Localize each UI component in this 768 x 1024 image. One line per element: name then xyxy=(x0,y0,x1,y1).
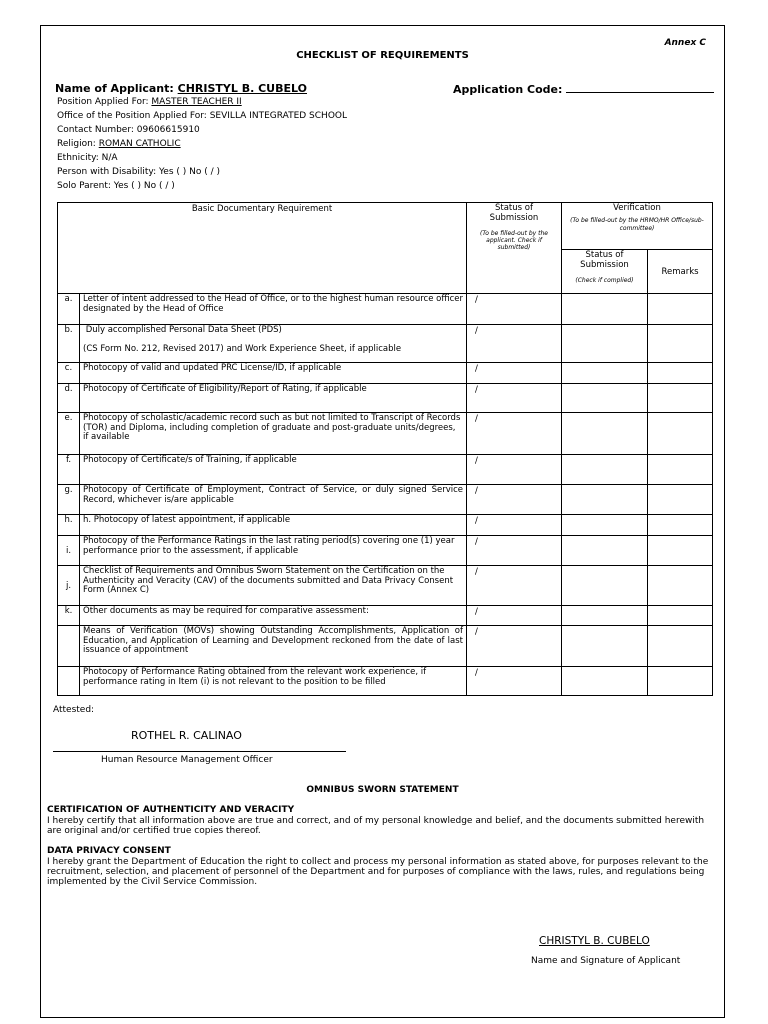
omnibus-title: OMNIBUS SWORN STATEMENT xyxy=(306,785,459,795)
header-basic-requirement: Basic Documentary Requirement xyxy=(58,203,467,294)
row-letter: k. xyxy=(58,606,80,626)
row-status-mark[interactable]: / xyxy=(467,363,562,384)
row-remarks[interactable] xyxy=(648,566,713,606)
document-frame xyxy=(40,25,725,1018)
row-verification-status[interactable] xyxy=(562,455,648,485)
row-remarks[interactable] xyxy=(648,626,713,667)
header-verification xyxy=(562,203,713,250)
row-status-mark[interactable]: / xyxy=(467,384,562,413)
solo-parent-row: Solo Parent: Yes ( ) No ( / ) xyxy=(57,181,175,191)
row-letter xyxy=(58,626,80,667)
table-row xyxy=(58,606,713,626)
row-letter: f. xyxy=(58,455,80,485)
header-status-submission xyxy=(467,203,562,294)
row-verification-status[interactable] xyxy=(562,536,648,566)
table-row xyxy=(58,626,713,667)
application-code-row xyxy=(453,82,714,96)
applicant-name-row xyxy=(55,82,307,95)
row-verification-status[interactable] xyxy=(562,626,648,667)
row-status-mark[interactable]: / xyxy=(467,667,562,696)
row-letter: g. xyxy=(58,485,80,515)
row-letter: j. xyxy=(58,566,80,606)
row-remarks[interactable] xyxy=(648,294,713,325)
application-code-label: Application Code: xyxy=(453,83,563,96)
row-status-mark[interactable]: / xyxy=(467,325,562,363)
row-letter: d. xyxy=(58,384,80,413)
row-remarks[interactable] xyxy=(648,413,713,455)
row-status-mark[interactable]: / xyxy=(467,515,562,536)
row-requirement: Letter of intent addressed to the Head of Office, or to the highest human resource officer designated by the Head of Office xyxy=(80,294,467,325)
row-requirement: Photocopy of Certificate of Employment, Contract of Service, or duly signed Service Record, whichever is/are applicable xyxy=(80,485,467,515)
position-row xyxy=(57,97,242,107)
row-requirement: Photocopy of valid and updated PRC License/ID, if applicable xyxy=(80,363,467,384)
row-status-mark[interactable]: / xyxy=(467,566,562,606)
row-verification-status[interactable] xyxy=(562,363,648,384)
row-remarks[interactable] xyxy=(648,325,713,363)
row-requirement: Checklist of Requirements and Omnibus Sworn Statement on the Certification on the Authenticity and Veracity (CAV) of the documents submitted and Data Privacy Consent Form (Annex C) xyxy=(80,566,467,606)
row-verification-status[interactable] xyxy=(562,566,648,606)
row-requirement: Other documents as may be required for comparative assessment: xyxy=(80,606,467,626)
requirements-table xyxy=(57,202,713,696)
row-verification-status[interactable] xyxy=(562,606,648,626)
applicant-signature-name: CHRISTYL B. CUBELO xyxy=(539,935,650,947)
contact-value: 09606615910 xyxy=(136,125,200,135)
row-requirement: Photocopy of Performance Rating obtained from the relevant work experience, if performance rating in Item (i) is not relevant to the position to be filled xyxy=(80,667,467,696)
row-status-mark[interactable]: / xyxy=(467,606,562,626)
row-status-mark[interactable]: / xyxy=(467,536,562,566)
row-letter xyxy=(58,667,80,696)
row-verification-status[interactable] xyxy=(562,294,648,325)
table-row xyxy=(58,325,713,363)
row-remarks[interactable] xyxy=(648,515,713,536)
row-verification-status[interactable] xyxy=(562,667,648,696)
row-verification-status[interactable] xyxy=(562,515,648,536)
religion-row xyxy=(57,139,181,149)
table-row xyxy=(58,515,713,536)
row-letter: c. xyxy=(58,363,80,384)
subheader-status-label: Status of Submission xyxy=(580,250,629,270)
header-verification-note: (To be filled-out by the HRMO/HR Office/sub-committee) xyxy=(570,217,704,232)
table-row xyxy=(58,363,713,384)
annex-label: Annex C xyxy=(664,38,706,48)
religion-label: Religion: xyxy=(57,139,96,149)
row-verification-status[interactable] xyxy=(562,384,648,413)
row-remarks[interactable] xyxy=(648,455,713,485)
office-value: SEVILLA INTEGRATED SCHOOL xyxy=(209,111,347,121)
table-row xyxy=(58,667,713,696)
row-letter: h. xyxy=(58,515,80,536)
contact-label: Contact Number: xyxy=(57,125,134,135)
row-requirement-line1: Duly accomplished Personal Data Sheet (PDS) xyxy=(83,325,282,335)
row-requirement: Photocopy of the Performance Ratings in the last rating period(s) covering one (1) year performance prior to the assessment, if applicable xyxy=(80,536,467,566)
table-row xyxy=(58,294,713,325)
applicant-name-value: CHRISTYL B. CUBELO xyxy=(177,82,307,95)
contact-row xyxy=(57,125,200,135)
row-remarks[interactable] xyxy=(648,363,713,384)
table-row xyxy=(58,455,713,485)
row-verification-status[interactable] xyxy=(562,325,648,363)
row-remarks[interactable] xyxy=(648,485,713,515)
ethnicity-row: Ethnicity: N/A xyxy=(57,153,118,163)
row-letter: e. xyxy=(58,413,80,455)
row-status-mark[interactable]: / xyxy=(467,626,562,667)
row-requirement xyxy=(80,325,467,363)
row-status-mark[interactable]: / xyxy=(467,294,562,325)
position-label: Position Applied For: xyxy=(57,97,149,107)
row-status-mark[interactable]: / xyxy=(467,455,562,485)
table-row xyxy=(58,485,713,515)
hrmo-title: Human Resource Management Officer xyxy=(101,755,273,765)
row-letter: a. xyxy=(58,294,80,325)
table-row xyxy=(58,566,713,606)
office-label: Office of the Position Applied For: xyxy=(57,111,207,121)
row-requirement: h. Photocopy of latest appointment, if applicable xyxy=(80,515,467,536)
privacy-heading: DATA PRIVACY CONSENT xyxy=(47,846,171,856)
application-code-field[interactable] xyxy=(566,82,714,93)
row-remarks[interactable] xyxy=(648,606,713,626)
subheader-status-submission xyxy=(562,250,648,294)
privacy-text: I hereby grant the Department of Education the right to collect and process my personal information as stated above, for purposes relevant to the recruitment, selection, and placement of personnel of the Department and for purposes of compliance with the laws, rules, and regulations being implemented by the Civil Service Commission. xyxy=(47,857,709,887)
header-status-label: Status of Submission xyxy=(489,203,539,223)
row-requirement: Means of Verification (MOVs) showing Outstanding Accomplishments, Application of Education, and Application of Learning and Development reckoned from the date of last issuance of appointment xyxy=(80,626,467,667)
hrmo-name: ROTHEL R. CALINAO xyxy=(131,729,242,742)
subheader-remarks: Remarks xyxy=(648,250,713,294)
office-row xyxy=(57,111,347,121)
row-requirement-line2: (CS Form No. 212, Revised 2017) and Work Experience Sheet, if applicable xyxy=(83,343,402,354)
table-row xyxy=(58,536,713,566)
row-remarks[interactable] xyxy=(648,667,713,696)
disability-row: Person with Disability: Yes ( ) No ( / ) xyxy=(57,167,221,177)
table-row xyxy=(58,413,713,455)
row-status-mark[interactable]: / xyxy=(467,485,562,515)
attested-label: Attested: xyxy=(53,705,95,715)
row-requirement: Photocopy of Certificate/s of Training, if applicable xyxy=(80,455,467,485)
hrmo-signature-line xyxy=(53,751,346,752)
religion-value: ROMAN CATHOLIC xyxy=(98,139,181,149)
applicant-signature-label: Name and Signature of Applicant xyxy=(531,956,681,966)
row-status-mark[interactable]: / xyxy=(467,413,562,455)
row-remarks[interactable] xyxy=(648,536,713,566)
row-verification-status[interactable] xyxy=(562,413,648,455)
certification-text: I hereby certify that all information above are true and correct, and of my personal knowledge and belief, and the documents submitted herewith are original and/or certified true copies thereof. xyxy=(47,816,705,836)
position-value: MASTER TEACHER II xyxy=(151,97,242,107)
row-letter: i. xyxy=(58,536,80,566)
certification-heading: CERTIFICATION OF AUTHENTICITY AND VERACITY xyxy=(47,805,295,815)
row-letter: b. xyxy=(58,325,80,363)
document-title: CHECKLIST OF REQUIREMENTS xyxy=(296,50,469,61)
row-requirement: Photocopy of scholastic/academic record such as but not limited to Transcript of Records (TOR) and Diploma, including completion of graduate and post-graduate units/degrees, if available xyxy=(80,413,467,455)
row-requirement: Photocopy of Certificate of Eligibility/Report of Rating, if applicable xyxy=(80,384,467,413)
row-remarks[interactable] xyxy=(648,384,713,413)
header-status-note: (To be filled-out by the applicant. Check if submitted) xyxy=(480,230,548,251)
table-row xyxy=(58,384,713,413)
row-verification-status[interactable] xyxy=(562,485,648,515)
applicant-name-label: Name of Applicant: xyxy=(55,82,174,95)
header-verification-label: Verification xyxy=(613,203,661,213)
subheader-status-note: (Check if complied) xyxy=(575,277,634,284)
